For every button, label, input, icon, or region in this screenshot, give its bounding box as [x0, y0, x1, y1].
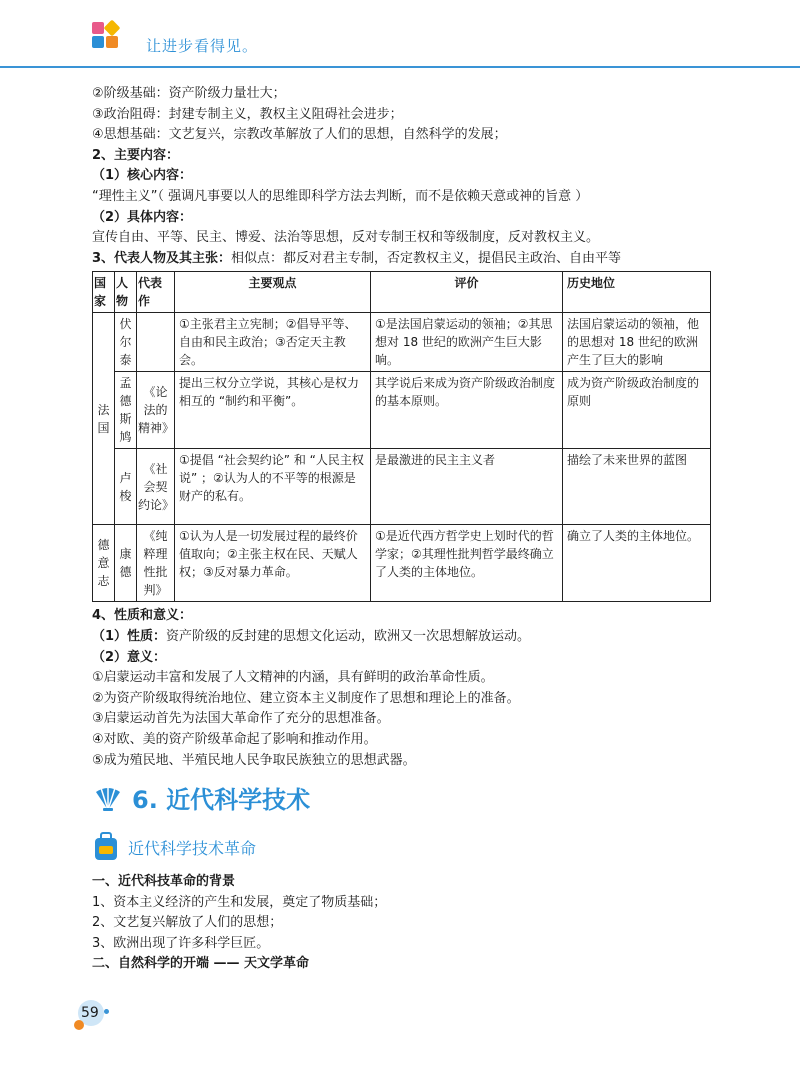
section-heading: 二、自然科学的开端 —— 天文学革命 [92, 956, 310, 972]
list-item: ⑤成为殖民地、半殖民地人民争取民族独立的思想武器。 [92, 752, 416, 768]
status-cell: 成为资产阶级政治制度的原则 [563, 372, 711, 449]
section-heading: 4、性质和意义： [92, 608, 193, 624]
shell-icon [92, 782, 124, 812]
person-cell: 卢梭 [115, 449, 137, 525]
section-6-title: 6. 近代科学技术 [132, 786, 311, 814]
header-slogan: 让进步看得见。 [146, 37, 259, 55]
main-content [92, 84, 710, 771]
header-country: 国家 [93, 272, 115, 313]
badge-dot-orange [74, 1020, 84, 1030]
country-cell: 德意志 [93, 525, 115, 602]
table-row [93, 372, 711, 449]
table-header-row [93, 272, 711, 313]
list-item: 1、资本主义经济的产生和发展，奠定了物质基础； [92, 894, 387, 910]
section-heading-bold: 3、代表人物及其主张： [92, 250, 232, 266]
person-cell: 康德 [115, 525, 137, 602]
list-item: ④对欧、美的资产阶级革命起了影响和推动作用。 [92, 731, 377, 747]
views-cell: 提出三权分立学说，其核心是权力相互的 “制约和平衡”。 [175, 372, 371, 449]
country-cell: 法国 [93, 313, 115, 525]
page-number: 59 [81, 1005, 99, 1021]
thinkers-table [92, 271, 711, 602]
text-line: ②阶级基础：资产阶级力量壮大； [92, 86, 286, 101]
table-row [93, 525, 711, 602]
section-heading: 一、近代科技革命的背景 [92, 874, 236, 889]
list-item: ③启蒙运动首先为法国大革命作了充分的思想准备。 [92, 711, 390, 727]
work-cell: 《论法的精神》 [137, 372, 175, 449]
page-header [0, 0, 800, 68]
science-content [92, 872, 710, 975]
person-cell: 伏尔泰 [115, 313, 137, 372]
section-heading: 2、主要内容： [92, 147, 180, 163]
evaluation-cell: 是最激进的民主主义者 [371, 449, 563, 525]
subheading: （2）意义： [92, 649, 167, 665]
section-heading [92, 249, 710, 270]
subheading: （2）具体内容： [92, 209, 193, 225]
section-heading-rest: 相似点：都反对君主专制，否定教权主义，提倡民主政治、自由平等 [231, 250, 622, 266]
text-line: “理性主义”（ 强调凡事要以人的思维即科学方法去判断，而不是依赖天意或神的旨意 ） [92, 188, 589, 204]
text-span: 资产阶级的反封建的思想文化运动，欧洲又一次思想解放运动。 [166, 628, 531, 644]
text-line: ③政治阻碍：封建专制主义，教权主义阻碍社会进步； [92, 106, 403, 122]
page-number-badge [74, 1000, 114, 1034]
header-divider [0, 66, 800, 68]
list-item: 2、文艺复兴解放了人们的思想； [92, 915, 283, 931]
header-views: 主要观点 [175, 272, 371, 313]
views-cell: ①提倡 “社会契约论” 和 “人民主权说” ；②认为人的不平等的根源是财产的私有。 [175, 449, 371, 525]
subheading: （1）核心内容： [92, 168, 193, 184]
table-row [93, 313, 711, 372]
evaluation-cell: 其学说后来成为资产阶级政治制度的基本原则。 [371, 372, 563, 449]
table-row [93, 449, 711, 525]
badge-dot-blue [104, 1009, 109, 1014]
list-item: 3、欧洲出现了许多科学巨匠。 [92, 935, 270, 951]
work-cell: 《社会契约论》 [137, 449, 175, 525]
backpack-icon [92, 832, 120, 862]
work-cell: 《纯粹理性批判》 [137, 525, 175, 602]
text-line: 宣传自由、平等、民主、博爱、法治等思想，反对专制王权和等级制度，反对教权主义。 [92, 230, 600, 246]
header-status: 历史地位 [563, 272, 711, 313]
text-line: ④思想基础：文艺复兴，宗教改革解放了人们的思想，自然科学的发展； [92, 127, 507, 143]
list-item: ②为资产阶级取得统治地位、建立资本主义制度作了思想和理论上的准备。 [92, 690, 520, 706]
text-line [92, 627, 710, 648]
views-cell: ①认为人是一切发展过程的最终价值取向；②主张主权在民、天赋人权；③反对暴力革命。 [175, 525, 371, 602]
status-cell: 确立了人类的主体地位。 [563, 525, 711, 602]
subsection-title: 近代科学技术革命 [128, 839, 257, 858]
person-cell: 孟德斯鸠 [115, 372, 137, 449]
status-cell: 描绘了未来世界的蓝图 [563, 449, 711, 525]
views-cell: ①主张君主立宪制；②倡导平等、自由和民主政治；③否定天主教会。 [175, 313, 371, 372]
subheading: （1）性质： [92, 628, 167, 644]
status-cell: 法国启蒙运动的领袖，他的思想对 18 世纪的欧洲产生了巨大的影响 [563, 313, 711, 372]
header-work: 代表作 [137, 272, 175, 313]
list-item: ①启蒙运动丰富和发展了人文精神的内涵，具有鲜明的政治革命性质。 [92, 670, 494, 686]
evaluation-cell: ①是近代西方哲学史上划时代的哲学家；②其理性批判哲学最终确立了人类的主体地位。 [371, 525, 563, 602]
work-cell [137, 313, 175, 372]
evaluation-cell: ①是法国启蒙运动的领袖；②其思想对 18 世纪的欧洲产生巨大影响。 [371, 313, 563, 372]
brand-logo-icon [92, 22, 120, 50]
header-person: 人物 [115, 272, 137, 313]
header-evaluation: 评价 [371, 272, 563, 313]
